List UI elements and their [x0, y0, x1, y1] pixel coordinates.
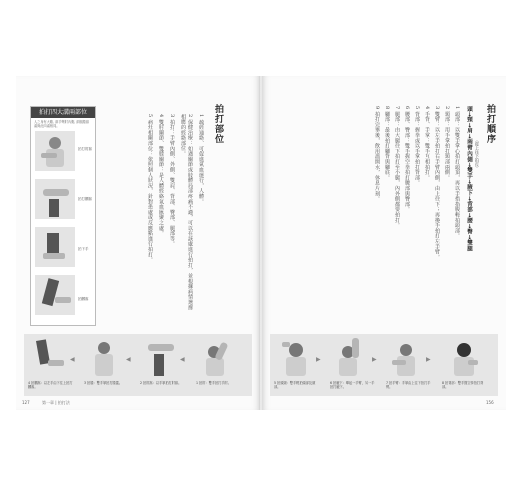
caption-left-1: 4 拍膕窩：以左手由下往上拍打膕窩。 — [28, 381, 73, 389]
right-illustration-strip — [270, 334, 498, 396]
sequence-steps: 頭→頸→肩→兩臂內側→雙手→腋下→背部→腰→臀→雙腿 — [466, 106, 472, 252]
photo-arm-pat — [35, 131, 75, 171]
right-paragraph: 9 拍打完畢後，飲用溫開水，休息片刻。 — [374, 106, 380, 202]
right-paragraph: 2 頸部：用手掌拍打頸部兩側。 — [444, 106, 450, 181]
right-paragraph: 1 頭部：以雙手掌心拍打頭頂，再以手指指腹輕拍頭部。 — [454, 106, 460, 239]
page-number-right: 156 — [486, 400, 494, 405]
figure-head-pat — [278, 338, 314, 378]
photo-leg — [35, 275, 75, 315]
sidebar-box — [30, 106, 96, 326]
figure-person-seated — [86, 338, 122, 378]
caption-right-3: 7 拍手臂：手掌由上往下拍打手臂。 — [386, 381, 431, 389]
arrow-icon: ◀ — [180, 356, 185, 363]
figure-armpit-pat — [332, 338, 368, 378]
left-paragraph: 3 拍打：手臂內側、外側、雙肩、背部、臀部、腿部等。 — [169, 114, 175, 247]
caption-right-4: 8 拍背部：雙手握空拳拍打背部。 — [442, 381, 484, 389]
figure-arm-pat — [388, 338, 424, 378]
left-heading: 拍打部位 — [213, 104, 223, 144]
caption-right-2: 6 拍腋下：舉起一手臂，另一手拍打腋下。 — [330, 381, 375, 389]
sidebar-note: 人之身有大谿, 兩手彎肘內側, 兩腿膝窩處與此四處相同。 — [34, 120, 90, 128]
left-body — [108, 114, 204, 314]
caption-left-3: 2 拍肘窩：以手掌拍打肘窩。 — [140, 381, 182, 385]
arrow-icon: ◀ — [126, 356, 131, 363]
right-paragraph: 7 腿部：由大腿往下拍打至小腿，內外側都要拍打。 — [394, 106, 400, 228]
sidebar-title: 拍打四大溝兩部位 — [31, 107, 95, 118]
arrow-icon: ▶ — [372, 356, 377, 363]
figure-elbow-pat — [142, 338, 178, 378]
caption-left-4: 1 拍肘：雙手拍打手肘。 — [196, 381, 231, 385]
right-paragraph: 3 雙臂：以左手拍打右手臂內側，由上往下；再換手拍打左手臂。 — [434, 106, 440, 260]
figure-back-pat — [446, 338, 482, 378]
photo-label-2: 拍打膕窩 — [78, 197, 92, 201]
photo-label-1: 拍打肘窩 — [78, 147, 92, 151]
photo-elbow — [35, 179, 75, 219]
left-paragraph: 1 疏經通絡、可促進氣血運行，人體。 — [198, 114, 204, 205]
running-footer: 第一章 | 拍打法 — [42, 400, 70, 405]
caption-right-1: 5 拍頭頸：雙手輕拍頭部及頸部。 — [274, 381, 316, 389]
right-paragraph: 5 背部：握拳或以手掌拍打背部。 — [414, 106, 420, 186]
arrow-icon: ◀ — [70, 356, 75, 363]
right-paragraph: 8 腳部：最後拍打腳背與腳底。 — [384, 106, 390, 181]
right-paragraph: 6 腰部、臀部：雙手握空拳拍打腰部與臀部。 — [404, 106, 410, 213]
open-book — [16, 76, 506, 410]
photo-label-4: 拍膕窩 — [78, 297, 89, 301]
left-page — [16, 76, 260, 410]
photo-label-3: 拍下手 — [78, 247, 89, 251]
left-paragraph: 2 保健治療：如遇關節或肢體局部疼痛不適，可以在該處進行拍打，並根據病情選擇相應的經絡部位。 — [180, 114, 193, 311]
figure-knee-pat — [32, 338, 68, 378]
arrow-icon: ▶ — [316, 356, 321, 363]
right-page — [262, 76, 506, 410]
right-heading: 拍打順序 — [485, 104, 495, 144]
caption-left-2: 3 拍膝：雙手掌拍打膝蓋。 — [84, 381, 123, 385]
photo-knee — [35, 227, 75, 267]
arrow-icon: ▶ — [426, 356, 431, 363]
page-number-left: 127 — [22, 400, 30, 405]
right-subheading: （從上往下拍打） — [475, 138, 480, 170]
left-illustration-strip — [24, 334, 252, 396]
left-paragraph: 5 病灶相關部位：依照個人狀況，針對患處或反應點進行拍打。 — [147, 114, 153, 263]
right-body — [314, 106, 460, 316]
left-paragraph: 4 雙肘關節、雙膝關節：是人體經絡氣血匯聚之處。 — [158, 114, 164, 236]
right-paragraph: 4 手背、手掌：雙手互相拍打。 — [424, 106, 430, 181]
figure-arm-raise — [200, 338, 236, 378]
